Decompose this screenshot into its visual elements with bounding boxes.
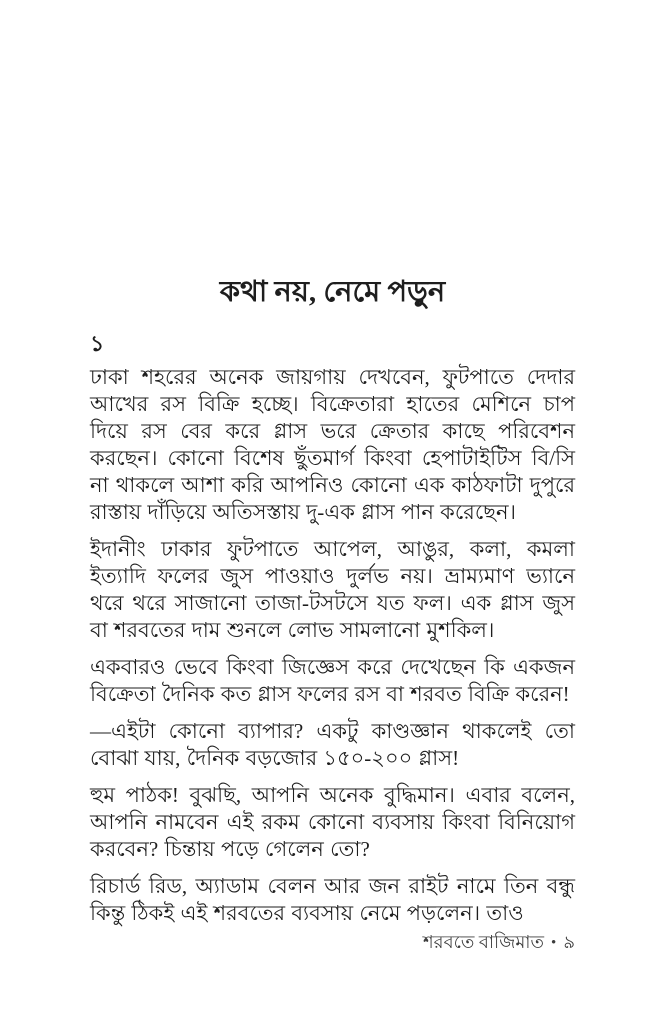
body-paragraph: —এইটা কোনো ব্যাপার? একটু কাণ্ডজ্ঞান থাকলেই তো বোঝা যায়, দৈনিক বড়জোর ১৫০-২০০ গ্লাস! — [90, 719, 575, 770]
footer-book-title: শরবতে বাজিমাত — [423, 932, 545, 952]
body-paragraph: ইদানীং ঢাকার ফুটপাতে আপেল, আঙুর, কলা, কমলা ইত্যাদি ফলের জুস পাওয়াও দুর্লভ নয়। ভ্রাম্যমাণ ভ্যানে থরে থরে সাজানো তাজা-টসটসে যত ফল। এক গ্লাস জুস বা শরবতের দাম শুনলে লোভ সামলানো মুশকিল। — [90, 537, 575, 642]
page-footer — [423, 930, 575, 955]
bullet-separator-icon: • — [551, 935, 557, 951]
footer-page-number: ৯ — [563, 932, 575, 952]
section-number: ১ — [90, 331, 105, 356]
body-paragraph: একবারও ভেবে কিংবা জিজ্ঞেস করে দেখেছেন কি একজন বিক্রেতা দৈনিক কত গ্লাস ফলের রস বা শরবত বিক্রি করেন! — [90, 655, 575, 706]
body-paragraph: রিচার্ড রিড, অ্যাডাম বেলন আর জন রাইট নামে তিন বন্ধু কিন্তু ঠিকই এই শরবতের ব্যবসায় নেমে পড়লেন। তাও — [90, 874, 575, 925]
body-paragraph: হুম পাঠক! বুঝছি, আপনি অনেক বুদ্ধিমান। এবার বলেন, আপনি নামবেন এই রকম কোনো ব্যবসায় কিংবা বিনিয়োগ করবেন? চিন্তায় পড়ে গেলেন তো? — [90, 783, 575, 861]
chapter-title: কথা নয়, নেমে পড়ুন — [219, 276, 446, 308]
body-paragraph: ঢাকা শহরের অনেক জায়গায় দেখবেন, ফুটপাতে দেদার আখের রস বিক্রি হচ্ছে। বিক্রেতারা হাতের মেশিনে চাপ দিয়ে রস বের করে গ্লাস ভরে ক্রেতার কাছে পরিবেশন করছেন। কোনো বিশেষ ছুঁতমার্গ কিংবা হেপাটাইটিস বি/সি না থাকলে আশা করি আপনিও কোনো এক কাঠফাটা দুপুরে রাস্তায় দাঁড়িয়ে অতিসস্তায় দু-এক গ্লাস পান করেছেন। — [90, 365, 575, 524]
page-content — [90, 272, 575, 937]
